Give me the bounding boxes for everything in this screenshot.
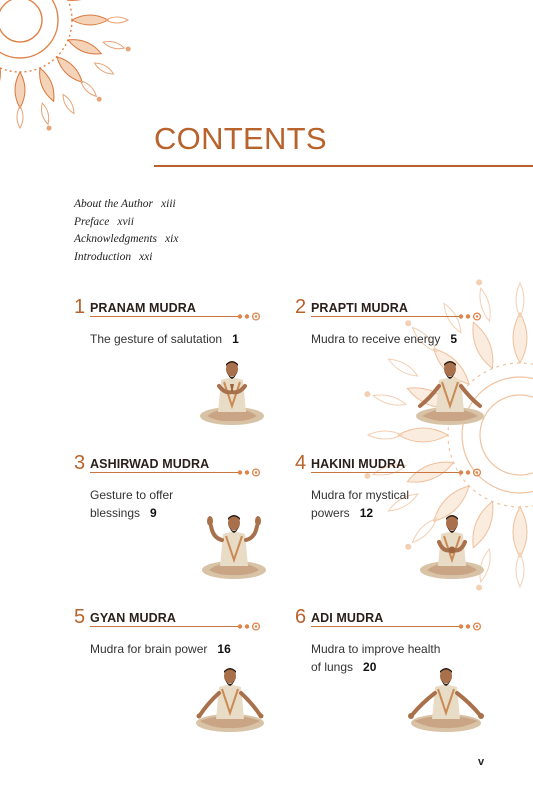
front-matter-page: xix <box>165 233 179 245</box>
front-matter-label: Introduction <box>74 250 132 263</box>
mandala-petal <box>17 106 23 128</box>
meditating-figure-knee-mudra-icon <box>192 663 268 733</box>
mandala-dot <box>97 97 102 102</box>
chapter-number: 4 <box>295 452 307 474</box>
chapter-name: HAKINI MUDRA <box>311 457 406 471</box>
front-matter-label: Acknowledgments <box>74 233 158 245</box>
meditating-figure-open-hands-icon <box>412 356 488 426</box>
mandala-dot <box>46 126 51 131</box>
mandala-petal <box>516 553 524 587</box>
chapter-page: 1 <box>232 332 239 346</box>
chapter-underline <box>311 316 461 317</box>
chapter-page: 9 <box>150 506 157 520</box>
chapter-underline <box>90 316 240 317</box>
front-matter-label: Preface <box>74 215 110 228</box>
mandala-petal <box>68 40 101 54</box>
page-title: CONTENTS <box>154 121 327 156</box>
mandala-petal <box>398 428 448 442</box>
mandala-petal <box>63 94 74 113</box>
chapter-page: 12 <box>359 506 374 520</box>
chapter-name: PRAPTI MUDRA <box>311 301 409 315</box>
ornament-dots-icon <box>458 312 484 321</box>
ornament-dots-icon <box>237 312 263 321</box>
mandala-petal <box>94 63 113 74</box>
chapter-description: Mudra for brain power 16 <box>90 642 231 656</box>
mandala-petal <box>373 395 406 405</box>
chapter-underline <box>311 472 461 473</box>
meditating-figure-raised-palms-icon <box>199 510 269 580</box>
front-matter-list <box>74 196 178 266</box>
mandala-dot <box>405 320 411 326</box>
chapter-name: GYAN MUDRA <box>90 611 176 625</box>
front-matter-item[interactable] <box>74 196 178 214</box>
front-matter-label: About the Author <box>74 198 154 210</box>
ornament-dots-icon <box>458 622 484 631</box>
mandala-petal <box>103 42 124 49</box>
mandala-dot <box>476 279 482 285</box>
front-matter-item[interactable] <box>74 231 178 249</box>
chapter-number: 6 <box>295 606 307 628</box>
chapter-description: Mudra for mystical powers 12 <box>311 488 410 520</box>
chapter-number: 2 <box>295 296 307 318</box>
mandala-petal <box>81 81 97 97</box>
ornament-dots-icon <box>237 468 263 477</box>
meditating-figure-namaste-icon <box>197 356 267 426</box>
mandala-petal <box>40 68 54 101</box>
mandala-petal <box>516 283 524 317</box>
mandala-dot <box>364 473 370 479</box>
chapter-description: The gesture of salutation 1 <box>90 332 239 346</box>
title-underline <box>154 165 533 167</box>
mandala-petal <box>72 15 108 25</box>
chapter-page: 20 <box>363 660 377 674</box>
mandala-petal <box>513 313 527 363</box>
chapter-name: ASHIRWAD MUDRA <box>90 457 210 471</box>
meditating-figure-fingertips-icon <box>417 510 487 580</box>
front-matter-item[interactable] <box>74 249 178 267</box>
ornament-dots-icon <box>458 468 484 477</box>
mandala-ornament-top-left <box>0 0 135 135</box>
mandala-petal <box>513 507 527 557</box>
chapter-page: 5 <box>450 332 458 346</box>
front-matter-page: xiii <box>161 198 176 210</box>
chapter-underline <box>90 626 240 627</box>
chapter-description: Mudra to improve health of lungs 20 <box>311 642 441 674</box>
front-matter-page: xvii <box>117 215 134 228</box>
chapter-description: Gesture to offer blessings 9 <box>90 488 174 520</box>
page-number: v <box>478 756 485 768</box>
mandala-dot <box>405 544 411 550</box>
chapter-description: Mudra to receive energy 5 <box>311 332 458 346</box>
mandala-petal <box>106 17 128 23</box>
chapter-name: PRANAM MUDRA <box>90 301 197 315</box>
mandala-dot <box>364 391 370 397</box>
chapter-underline <box>311 626 461 627</box>
chapter-number: 3 <box>74 452 86 474</box>
chapter-page: 16 <box>217 642 231 656</box>
chapter-name: ADI MUDRA <box>311 611 384 625</box>
chapter-number: 1 <box>74 296 86 318</box>
front-matter-page: xxi <box>139 250 153 263</box>
meditating-figure-fist-mudra-icon <box>406 663 486 733</box>
chapter-number: 5 <box>74 606 86 628</box>
mandala-petal <box>57 57 82 82</box>
mandala-dot <box>476 585 482 591</box>
mandala-dot <box>126 46 131 51</box>
ornament-dots-icon <box>237 622 263 631</box>
mandala-petal <box>15 72 25 108</box>
front-matter-item[interactable] <box>74 214 178 232</box>
chapter-underline <box>90 472 240 473</box>
mandala-petal <box>42 103 49 124</box>
mandala-petal <box>368 431 402 439</box>
